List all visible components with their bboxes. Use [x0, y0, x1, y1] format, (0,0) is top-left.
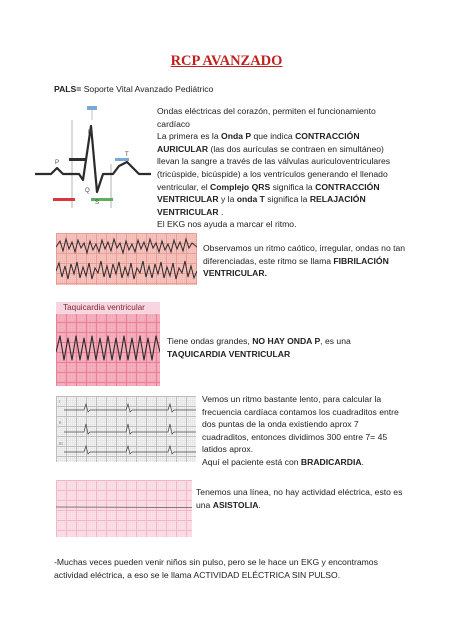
ekg-strip-fibrilacion [56, 233, 197, 285]
diagram-label-r: R [88, 130, 93, 136]
text-run: significa la [264, 194, 310, 205]
asystole-flatline [56, 507, 192, 508]
brady-lead-label-1: I [59, 399, 61, 404]
text-run: Ondas eléctricas del corazón, permiten el funcionamiento cardíaco [157, 106, 376, 129]
text-run: Tenemos una línea, no hay actividad eléctrica, esto es una [196, 487, 403, 510]
text-run: Onda P [221, 131, 252, 142]
ekg-trace [35, 126, 151, 192]
text-run: . [361, 456, 364, 467]
text-run: -Muchas veces pueden venir niños sin pulso, pero se le hace un EKG y encontramos actividad eléctrica, a eso se le llama ACTIVIDAD ELÉCTRICA SIN PULSO. [54, 557, 378, 580]
fibrillation-trace-bottom [56, 261, 197, 279]
brady-lead-label-3: III [59, 441, 63, 446]
text-run: El EKG nos ayuda a marcar el ritmo. [157, 219, 297, 230]
text-run: Vemos un ritmo bastante lento, para calcular la frecuencia cardíaca contamos los cuadraditos entre dos puntas de la onda existiendo aprox 7 cuadraditos, entonces dividimos 300 entre 7= 45 latidos aprox. [202, 394, 399, 455]
text-run: Aquí el paciente está con [202, 456, 301, 467]
ekg-strip-bradicardia [56, 396, 196, 462]
bradycardia-trace-3 [64, 446, 196, 454]
brady-lead-label-2: II [59, 420, 62, 425]
text-run: FIBRILACIÓN VENTRICULAR. [203, 255, 389, 279]
diagram-bar-red [53, 198, 75, 201]
section-fibrilacion [203, 242, 407, 280]
diagram-label-s: S [95, 200, 100, 206]
ekg-waveform-diagram [33, 104, 153, 214]
tachycardia-label: Taquicardia ventricular [63, 303, 145, 312]
text-run: Observamos un ritmo caótico, irregular, ondas no tan diferenciadas, este ritmo se llama [203, 243, 406, 266]
text-run: La primera es la [157, 131, 222, 142]
ekg-strip-asistolia [56, 480, 192, 537]
section-bradicardia [202, 393, 407, 469]
text-run: CONTRACCIÓN AURICULAR [157, 131, 360, 154]
text-run: Tiene ondas grandes, [167, 336, 253, 346]
text-run: BRADICARDIA [300, 456, 362, 467]
tachycardia-trace [56, 336, 160, 360]
diagram-vertical-guide [71, 120, 73, 208]
diagram-label-p: P [55, 160, 60, 166]
text-run: CONTRACCIÓN VENTRICULAR [157, 181, 380, 205]
diagram-label-t: T [125, 152, 129, 158]
section-aesp [54, 556, 404, 581]
diagram-label-q: Q [85, 188, 90, 194]
text-run: que indica [251, 131, 296, 142]
bradycardia-trace-2 [64, 424, 196, 434]
diagram-bar-dark [69, 158, 87, 161]
ekg-strip-taquicardia [56, 302, 160, 386]
text-run: . [218, 206, 224, 217]
text-run: . [258, 499, 261, 510]
bradycardia-trace-1 [64, 404, 196, 412]
subtitle: PALS= Soporte Vital Avanzado Pediátrico [54, 84, 214, 94]
section-taquicardia [167, 335, 407, 360]
text-run: ASISTOLIA [212, 499, 259, 510]
fibrillation-trace-top [56, 239, 197, 253]
section-ekg-intro [157, 105, 399, 231]
text-run: NO HAY ONDA P [252, 336, 321, 346]
text-run: , es una [320, 336, 351, 346]
text-run: onda T [236, 194, 265, 205]
section-asistolia [196, 486, 408, 511]
page-title: RCP AVANZADO [170, 53, 283, 69]
text-run: Complejo QRS [210, 181, 271, 192]
text-run: (las dos aurículas se contraen en simultáneo) llevan la sangre a través de las válvulas auriculoventriculares (tricúspide, bicúspide) a los ventrículos generando el llenado ventricular, el [157, 143, 391, 192]
text-run: significa la [270, 181, 316, 192]
text-run: y la [218, 194, 237, 205]
diagram-bar-blue-top [87, 106, 97, 110]
text-run: TAQUICARDIA VENTRICULAR [167, 348, 291, 359]
text-run: RELAJACIÓN VENTRICULAR [157, 194, 366, 217]
